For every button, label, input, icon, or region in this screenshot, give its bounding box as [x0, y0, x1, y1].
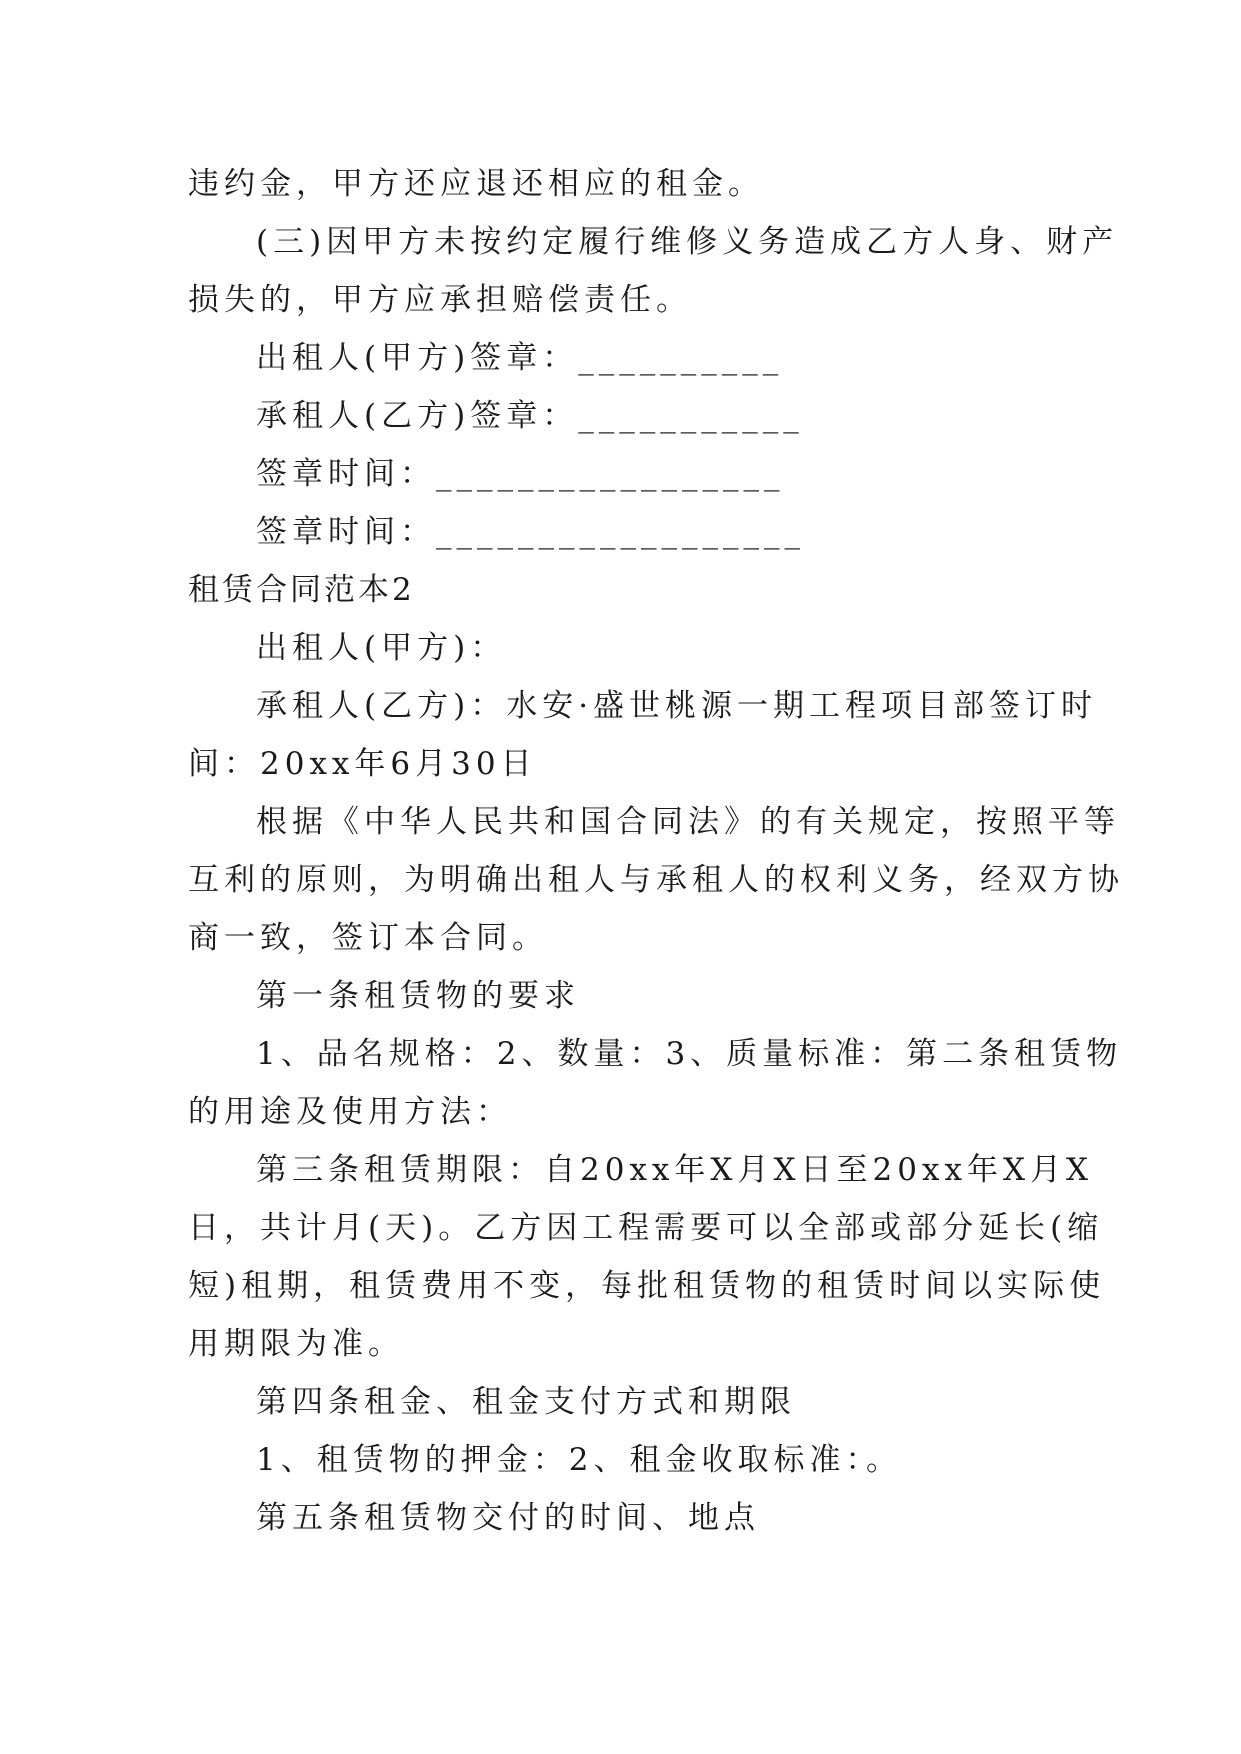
text-line: 用期限为准。 [188, 1326, 404, 1362]
text-line: 互利的原则，为明确出租人与承租人的权利义务，经双方协 [188, 862, 1124, 898]
text-line: 的用途及使用方法： [188, 1094, 512, 1130]
section-heading: 租赁合同范本2 [188, 572, 415, 608]
lessor-signature-line: 出租人(甲方)签章：__________ [256, 340, 784, 376]
text-line: 短)租期，租赁费用不变，每批租赁物的租赁时间以实际使 [188, 1268, 1106, 1304]
text-line: 承租人(乙方)：水安·盛世桃源一期工程项目部签订时 [256, 688, 1098, 724]
lessee-signature-line: 承租人(乙方)签章：___________ [256, 398, 804, 434]
article-heading: 第四条租金、租金支付方式和期限 [256, 1384, 796, 1420]
text-line: 间：20xx年6月30日 [188, 746, 537, 782]
text-line: (三)因甲方未按约定履行维修义务造成乙方人身、财产 [256, 224, 1119, 260]
text-line: 第三条租赁期限：自20xx年X月X日至20xx年X月X [256, 1152, 1094, 1188]
text-line: 根据《中华人民共和国合同法》的有关规定，按照平等 [256, 804, 1120, 840]
text-line: 损失的，甲方应承担赔偿责任。 [188, 282, 692, 318]
text-line: 出租人(甲方)： [256, 630, 507, 666]
text-line: 1、品名规格：2、数量：3、质量标准：第二条租赁物 [256, 1036, 1123, 1072]
signature-date-line: 签章时间：__________________ [256, 514, 805, 550]
text-line: 日，共计月(天)。乙方因工程需要可以全部或部分延长(缩 [188, 1210, 1104, 1246]
text-line: 1、租赁物的押金：2、租金收取标准：。 [256, 1442, 902, 1478]
text-line: 商一致，签订本合同。 [188, 920, 548, 956]
text-line: 违约金，甲方还应退还相应的租金。 [188, 166, 764, 202]
article-heading: 第五条租赁物交付的时间、地点 [256, 1500, 760, 1536]
article-heading: 第一条租赁物的要求 [256, 978, 580, 1014]
signature-date-line: 签章时间：_________________ [256, 456, 785, 492]
document-body [188, 155, 1124, 1547]
